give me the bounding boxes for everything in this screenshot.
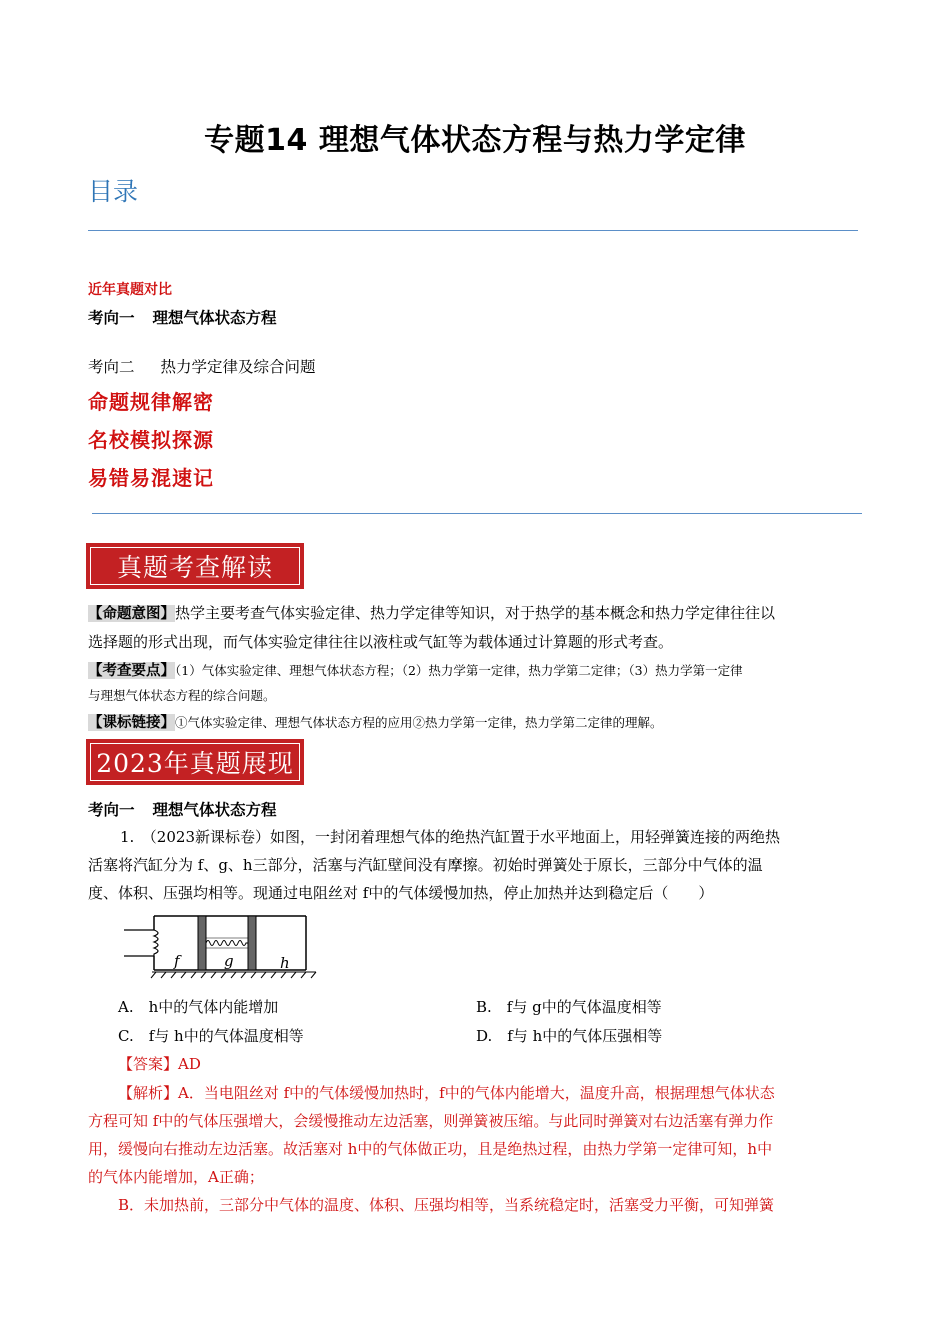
divider-toc-end <box>92 513 862 514</box>
points-text-2: 与理想气体状态方程的综合问题。 <box>88 688 276 703</box>
toc-item-direction2[interactable] <box>88 355 316 377</box>
intent-text-2: 选择题的形式出现，而气体实验定律往往以液柱或气缸等为载体通过计算题的形式考查。 <box>88 633 674 651</box>
intent-label: 【命题意图】 <box>88 605 175 622</box>
banner-exam-reading <box>86 543 304 589</box>
toc-item-schools[interactable]: 名校模拟探源 <box>88 428 214 452</box>
analysis-line-5: B．未加热前，三部分中气体的温度、体积、压强均相等，当系统稳定时，活塞受力平衡，可知弹簧 <box>118 1196 775 1214</box>
question-line-3: 度、体积、压强均相等。现通过电阻丝对 f中的气体缓慢加热，停止加热并达到稳定后（ ） <box>88 884 714 902</box>
piston-right <box>248 916 256 970</box>
question-line-2: 活塞将汽缸分为 f、g、h三部分，活塞与汽缸壁间没有摩擦。初始时弹簧处于原长，三部分中气体的温 <box>88 856 763 874</box>
points-text-1: （1）气体实验定律、理想气体状态方程；（2）热力学第一定律，热力学第二定律；（3）热力学第一定律 <box>175 663 743 678</box>
toc-item-direction1[interactable] <box>88 306 277 328</box>
analysis-line-3: 用，缓慢向右推动左边活塞。故活塞对 h中的气体做正功，且是绝热过程，由热力学第一定律可知，h中 <box>88 1140 773 1158</box>
analysis-line-4: 的气体内能增加，A正确； <box>88 1168 264 1186</box>
option-b[interactable]: B. f与 g中的气体温度相等 <box>476 998 662 1016</box>
intent-paragraph <box>88 599 870 656</box>
ground-hatch <box>151 972 316 978</box>
direction1-tag: 考向一 <box>88 309 135 327</box>
intent-text-1: 热学主要考查气体实验定律、热力学定律等知识，对于热学的基本概念和热力学定律往往以 <box>175 604 776 622</box>
cylinder-figure <box>120 910 320 982</box>
banner-exam-reading-text: 真题考查解读 <box>90 547 300 585</box>
direction1-name: 理想气体状态方程 <box>152 309 277 327</box>
analysis <box>88 1079 870 1219</box>
direction2-tag: 考向二 <box>88 358 135 376</box>
toc-item-recent[interactable]: 近年真题对比 <box>88 282 172 298</box>
heater-wires <box>124 930 158 956</box>
curriculum-label: 【课标链接】 <box>88 714 175 731</box>
section1-tag: 考向一 <box>88 801 135 819</box>
divider-top <box>88 230 858 231</box>
banner-2023-exams-text: 2023年真题展现 <box>90 743 300 781</box>
label-g: g <box>224 952 234 970</box>
points-paragraph <box>88 656 870 707</box>
toc-item-errors[interactable]: 易错易混速记 <box>88 466 214 490</box>
toc-heading: 目录 <box>88 177 139 206</box>
label-h: h <box>280 954 290 972</box>
label-f: f <box>174 952 180 970</box>
analysis-line-2: 方程可知 f中的气体压强增大，会缓慢推动左边活塞，则弹簧被压缩。与此同时弹簧对右边活塞有弹力作 <box>88 1112 774 1130</box>
page-title: 专题14 理想气体状态方程与热力学定律 <box>204 123 746 158</box>
curriculum-paragraph <box>88 708 870 737</box>
option-c[interactable]: C. f与 h中的气体温度相等 <box>118 1027 304 1045</box>
section-direction1 <box>88 798 277 820</box>
toc-item-rules[interactable]: 命题规律解密 <box>88 390 214 414</box>
question-line-1: 1. （2023新课标卷）如图，一封闭着理想气体的绝热汽缸置于水平地面上，用轻弹簧连接的两绝热 <box>120 828 780 846</box>
option-a[interactable]: A. h中的气体内能增加 <box>118 998 279 1016</box>
section1-name: 理想气体状态方程 <box>152 801 277 819</box>
option-d[interactable]: D. f与 h中的气体压强相等 <box>476 1027 663 1045</box>
banner-2023-exams <box>86 739 304 785</box>
spring <box>206 941 248 946</box>
direction2-name: 热力学定律及综合问题 <box>160 358 316 376</box>
piston-left <box>198 916 206 970</box>
question-stem <box>88 823 870 907</box>
curriculum-text: ①气体实验定律、理想气体状态方程的应用②热力学第一定律，热力学第二定律的理解。 <box>175 715 663 730</box>
analysis-line-1: 【解析】A．当电阻丝对 f中的气体缓慢加热时，f中的气体内能增大，温度升高，根据理想气体状态 <box>118 1084 775 1102</box>
points-label: 【考查要点】 <box>88 662 175 679</box>
answer: 【答案】AD <box>118 1055 201 1073</box>
